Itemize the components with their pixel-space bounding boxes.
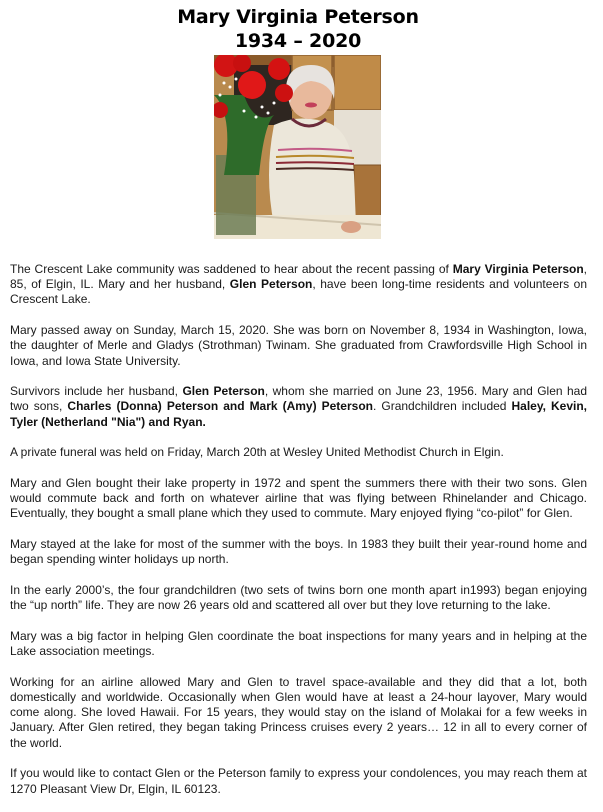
paragraph-text: In the early 2000’s, the four grandchildren (two sets of twins born one month apart in1993) began enjoying the “up north” life. They are now 26 years old and scattered all over but they love returning to the lake. <box>10 583 587 613</box>
paragraph-text: , have been long-time residents and volunteers on Crescent Lake. <box>10 277 587 307</box>
paragraph-text: Working for an airline allowed Mary and Glen to travel space-available and they did that a lot, both domestically and worldwide. Occasionally when Glen would have at least a 24-hour layover, Mary would come along. She loved Hawaii. For 15 years, they would stay on the island of Molakai for a few weeks in January. After Glen retired, they began taking Princess cruises every 2 years… 12 in all to every corner of the world. <box>10 674 587 750</box>
paragraph-text: The Crescent Lake community was saddened to hear about the recent passing of <box>10 262 453 276</box>
paragraph-text: Mary was a big factor in helping Glen coordinate the boat inspections for many years and in helping at the Lake association meetings. <box>10 628 587 659</box>
paragraph-text: If you would like to contact Glen or the Peterson family to express your condolences, you may reach them at 1270 Pleasant View Dr, Elgin, IL 60123. <box>10 766 587 796</box>
obituary-paragraph <box>10 445 587 460</box>
obituary-paragraph <box>10 476 587 522</box>
obituary-paragraph <box>10 675 587 751</box>
paragraph-text: , 85, of Elgin, IL. Mary and her husband, <box>10 262 588 292</box>
paragraph-text: Mary passed away on Sunday, March 15, 2020. She was born on November 8, 1934 in Washington, Iowa, the daughter of Merle and Gladys (Strothman) Twinam. She graduated from Crawfordsville High School in Iowa, and Iowa State University. <box>10 323 587 368</box>
bold-name-text: Haley, Kevin, Tyler (Netherland "Nia") and Ryan. <box>10 399 588 429</box>
paragraph-text: Mary and Glen bought their lake property in 1972 and spent the summers there with their two sons. Glen would commute back and forth on whatever airline that was flying between Rhinelander and Chicago. Eventually, they bought a small plane which they used to commute. Mary enjoyed flying “co-pilot” for Glen. <box>10 476 587 521</box>
obituary-paragraph <box>10 323 587 369</box>
obituary-body <box>10 262 587 812</box>
portrait-photo <box>214 55 381 239</box>
obituary-dates-heading: 1934 – 2020 <box>234 30 362 52</box>
bold-name-text: Mary Virginia Peterson <box>452 262 584 276</box>
obituary-name-heading: Mary Virginia Peterson <box>177 6 419 28</box>
obituary-paragraph <box>10 537 587 567</box>
obituary-paragraph <box>10 384 587 430</box>
portrait-photo-icon <box>214 55 381 239</box>
obituary-paragraph <box>10 766 587 796</box>
paragraph-text: Survivors include her husband, <box>10 384 183 399</box>
obituary-paragraph <box>10 583 587 613</box>
paragraph-text: , whom she married on June 23, 1956. Mary and Glen had two sons, <box>10 384 588 414</box>
bold-name-text: Glen Peterson <box>182 384 265 399</box>
paragraph-text: A private funeral was held on Friday, March 20th at Wesley United Methodist Church in Elgin. <box>10 445 504 460</box>
paragraph-text: Mary stayed at the lake for most of the summer with the boys. In 1983 they built their year-round home and began spending winter holidays up north. <box>10 537 587 567</box>
bold-name-text: Glen Peterson <box>229 277 313 292</box>
obituary-paragraph <box>10 629 587 659</box>
bold-name-text: Charles (Donna) Peterson and Mark (Amy) Peterson <box>67 399 373 414</box>
obituary-paragraph <box>10 262 587 308</box>
paragraph-text: . Grandchildren included <box>373 399 512 414</box>
